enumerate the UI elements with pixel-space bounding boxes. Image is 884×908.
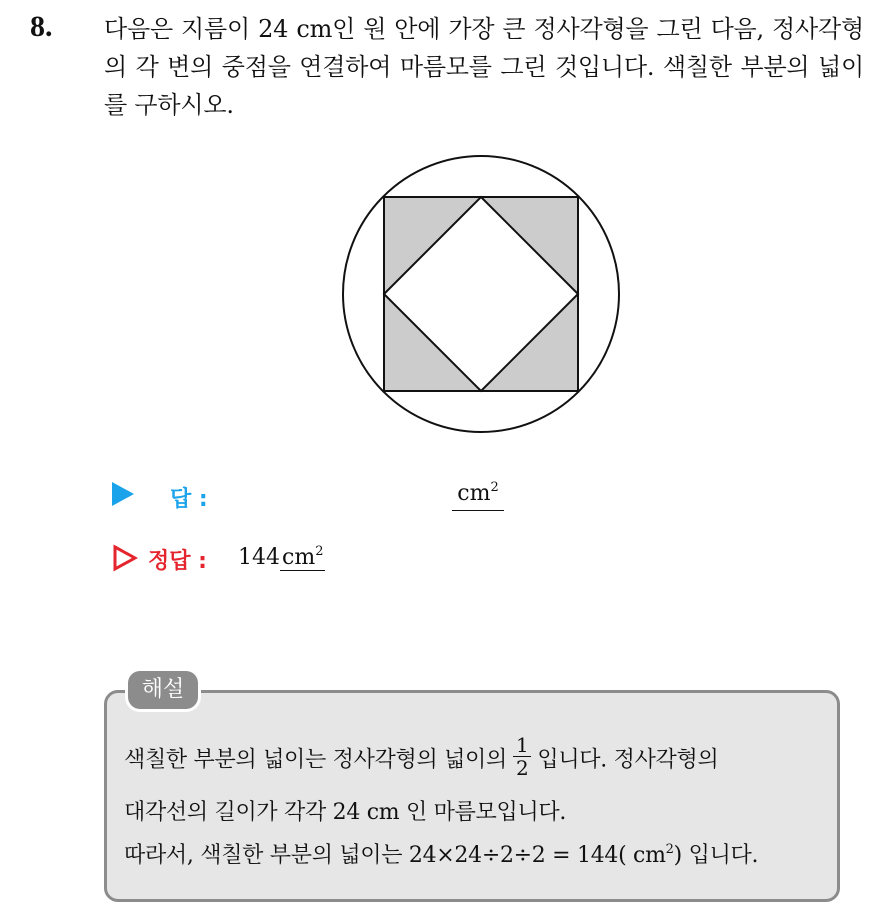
explanation-line-1-post: 입니다. 정사각형의 — [537, 747, 719, 773]
geometry-figure — [340, 153, 624, 437]
correct-unit-wrap — [280, 545, 325, 571]
correct-answer-row — [112, 540, 532, 580]
explanation-line-1-pre: 색칠한 부분의 넓이는 정사각형의 넓이의 — [124, 747, 507, 773]
explanation-line-1 — [124, 733, 719, 783]
question-number: 8. — [30, 10, 53, 43]
answer-row — [112, 478, 532, 518]
correct-number: 144 — [238, 545, 280, 570]
correct-value — [238, 540, 325, 576]
explanation-line-3-exponent: 2 — [665, 842, 674, 857]
answer-blank[interactable] — [452, 478, 504, 511]
answer-unit: cm — [457, 481, 491, 506]
answer-unit-exponent: 2 — [490, 480, 499, 495]
answer-label: 답 : — [170, 487, 208, 512]
explanation-tab: 해설 — [128, 671, 198, 709]
correct-label: 정답 : — [148, 549, 207, 574]
fraction-numerator: 1 — [513, 734, 531, 757]
fraction-denominator: 2 — [515, 756, 529, 780]
explanation-line-3 — [124, 838, 758, 869]
question-text: 다음은 지름이 24 cm인 원 안에 가장 큰 정사각형을 그린 다음, 정사각형의 각 변의 중점을 연결하여 마름모를 그린 것입니다. 색칠한 부분의 넓이를 구하시오. — [104, 15, 864, 119]
play-arrow-icon — [112, 482, 134, 506]
correct-unit: cm — [282, 545, 316, 570]
explanation-line-3-pre: 따라서, 색칠한 부분의 넓이는 24×24÷2÷2 = 144( cm — [124, 843, 666, 868]
outline-arrow-icon — [112, 544, 138, 572]
fraction-one-half — [513, 734, 531, 779]
explanation-line-2: 대각선의 길이가 각각 24 cm 인 마름모입니다. — [124, 800, 567, 825]
correct-unit-exponent: 2 — [315, 544, 324, 559]
explanation-line-3-post: ) 입니다. — [673, 843, 759, 868]
